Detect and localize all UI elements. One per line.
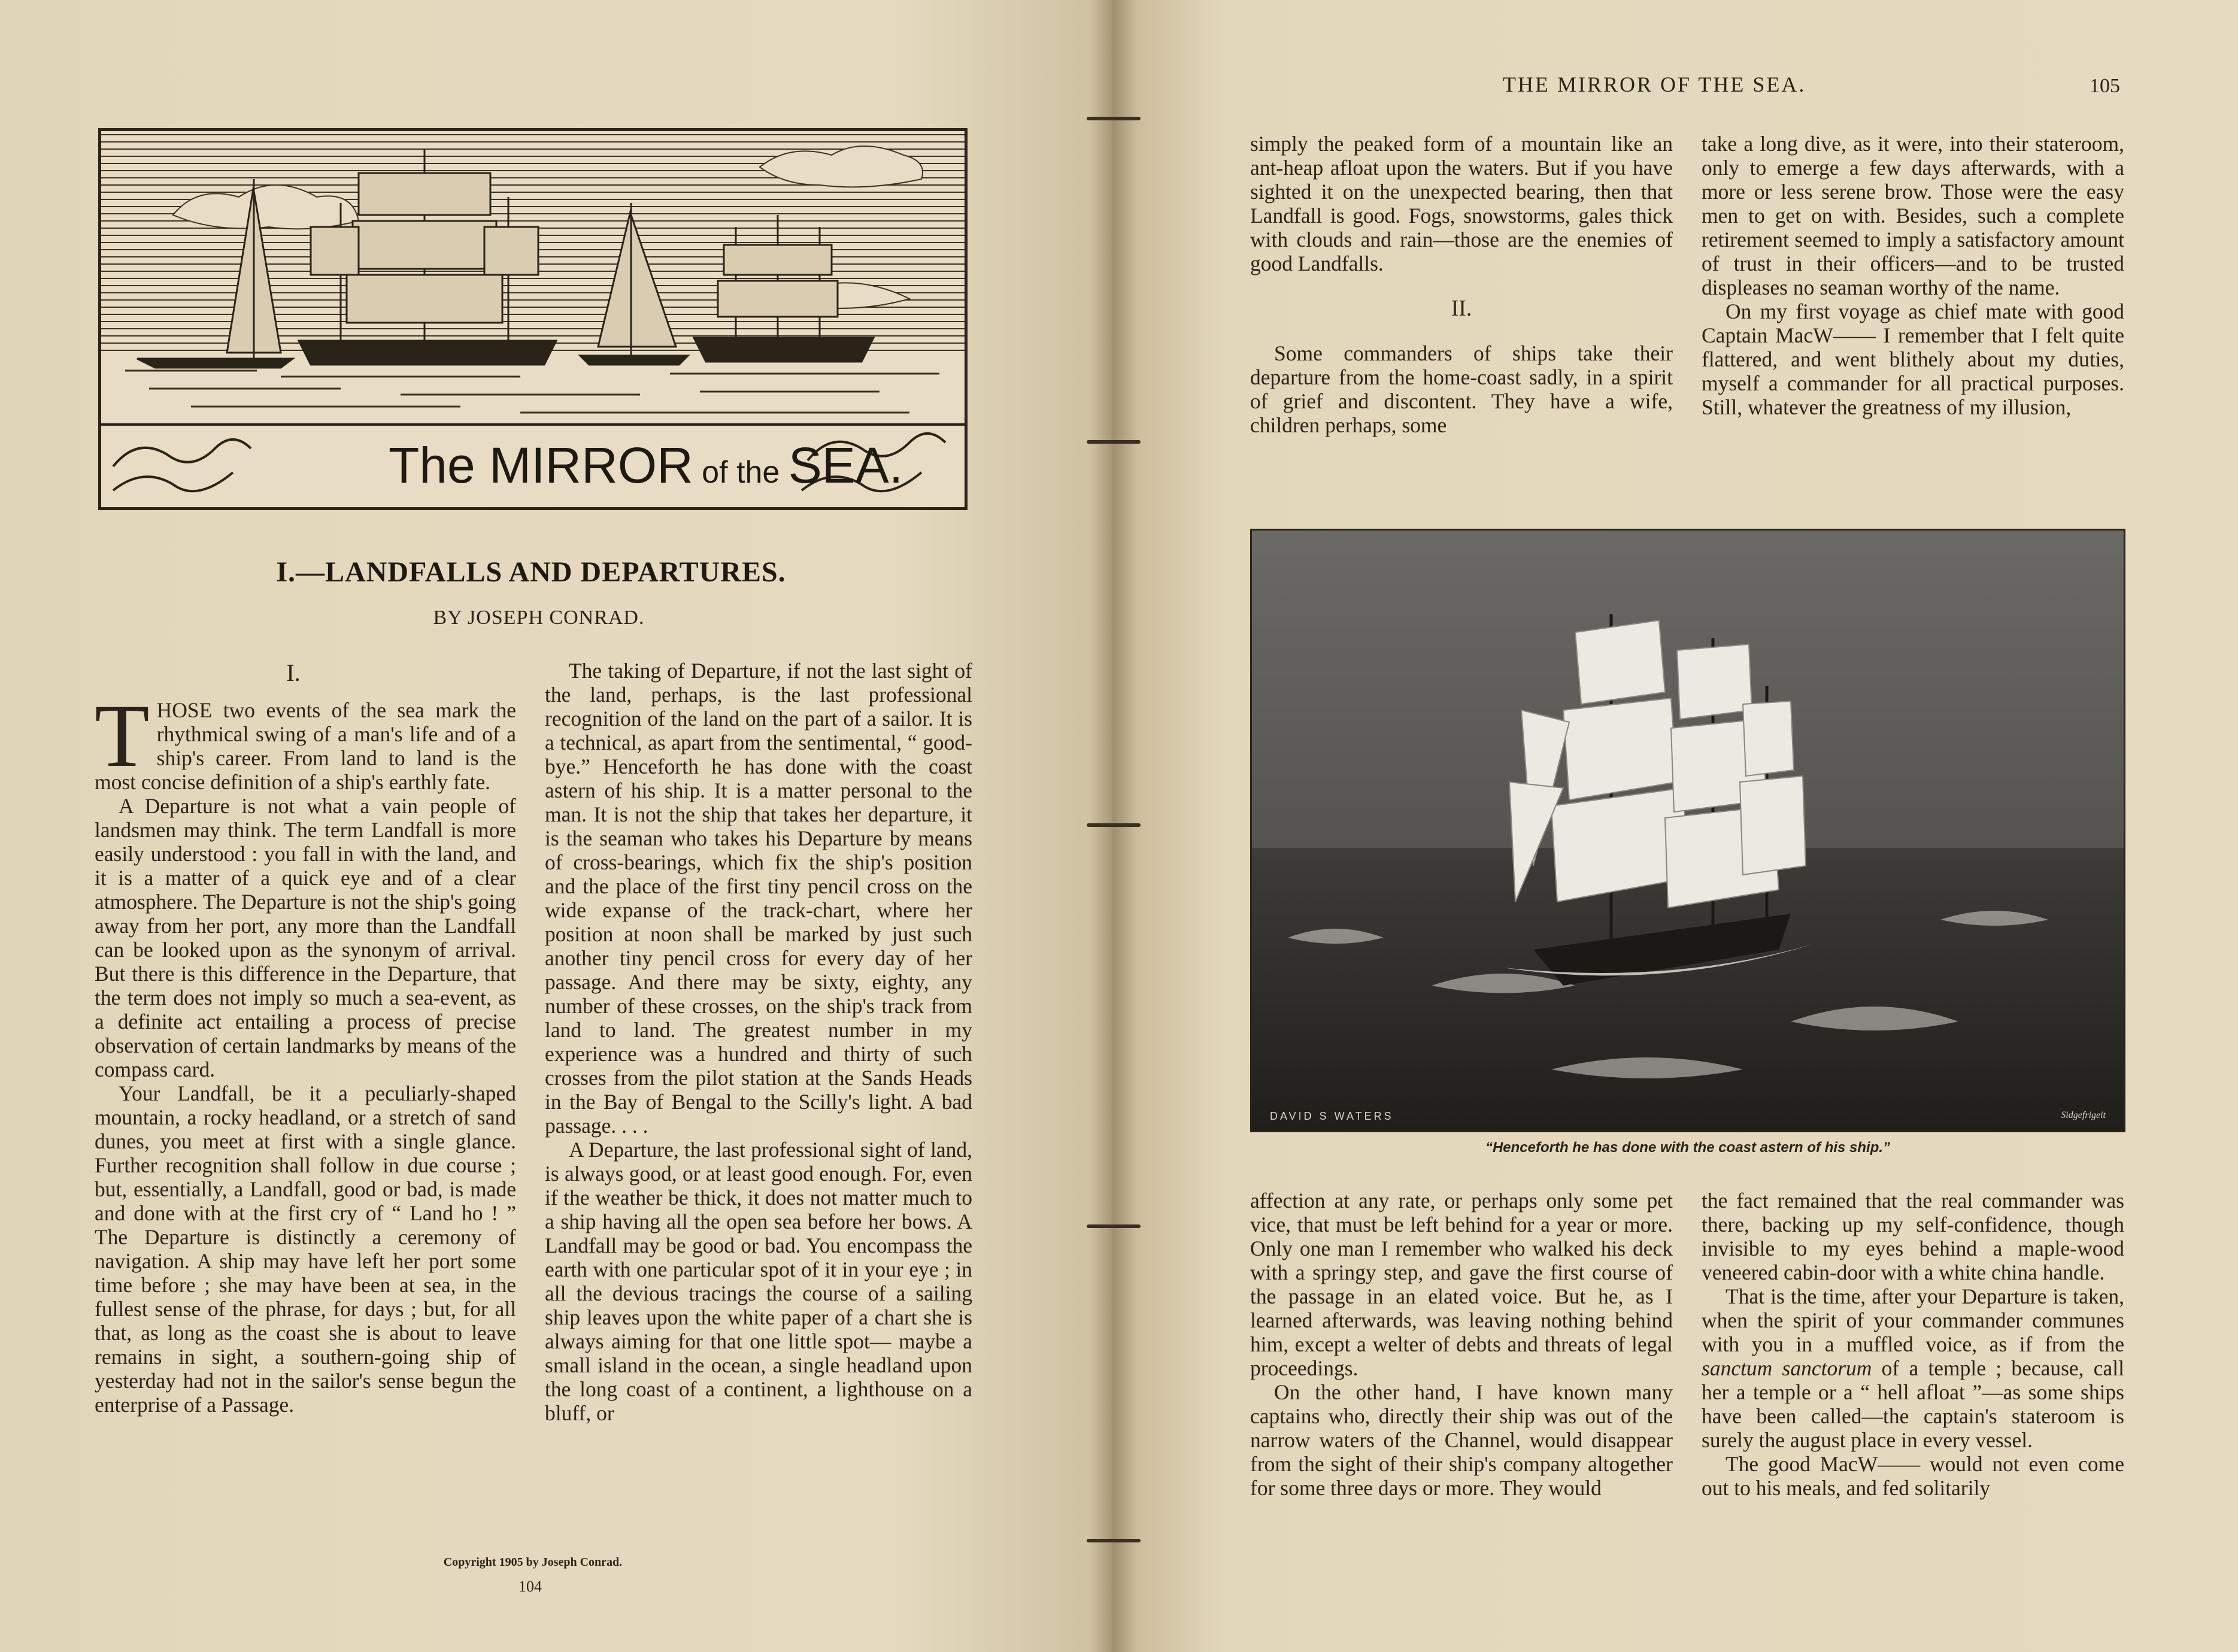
title-banner-illustration (98, 128, 968, 510)
page-number-left: 104 (518, 1578, 542, 1595)
binding-stitch (1087, 117, 1141, 120)
paragraph: On the other hand, I have known many captains who, directly their ship was out of the narrow waters of the Channel, would disappear from the sight of their ship's company altogether for some three days or more. They would (1250, 1380, 1673, 1500)
section-number: II. (1451, 296, 1472, 321)
plate-caption: “Henceforth he has done with the coast astern of his ship.” (1485, 1139, 1891, 1156)
copyright-note: Copyright 1905 by Joseph Conrad. (443, 1556, 623, 1569)
paragraph: That is the time, after your Departure is taken, when the spirit of your commander communes with you in a muffled voice, as if from the sanctum sanctorum of a temple ; because, call her a temple or a “ hell afloat ”—as some ships have been called—the captain's stateroom is surely the august place in every vessel. (1702, 1284, 2124, 1452)
paragraph: On my first voyage as chief mate with good Captain MacW—— I remember that I felt quite flattered, and went blithely about my duties, myself a commander for all practical purposes. Still, whatever the greatness of my illusion, (1702, 299, 2124, 419)
running-head: THE MIRROR OF THE SEA. (1503, 72, 1806, 96)
right-bottom-column-2 (1702, 1189, 2124, 1500)
paragraph: THOSE two events of the sea mark the rhythmical swing of a man's life and of a ship's career. From land to land is the most concise definition of a ship's earthly fate. (95, 686, 516, 794)
paragraph: simply the peaked form of a mountain like an ant-heap afloat upon the waters. But if you have sighted it on the unexpected bearing, then that Landfall is good. Fogs, snowstorms, gales thick with clouds and rain—those are the enemies of good Landfalls. (1250, 132, 1673, 275)
right-bottom-column-1 (1250, 1189, 1673, 1500)
artist-signature: DAVID S WATERS (1270, 1110, 1394, 1122)
paragraph: The good MacW—— would not even come out to his meals, and fed solitarily (1702, 1452, 2124, 1500)
paragraph: A Departure, the last professional sight of land, is always good, or at least good enough. For, even if the weather be thick, it does not matter much to a ship having all the open sea before her bows. A Landfall may be good or bad. You encompass the earth with one particular spot of it in your eye ; in all the devious tracings the course of a sailing ship leaves upon the white paper of a chart she is always aiming for that one little spot— maybe a small island in the ocean, a single headland upon the long coast of a continent, a lighthouse on a bluff, or (545, 1138, 972, 1425)
paragraph: Your Landfall, be it a peculiarly-shaped mountain, a rocky headland, or a stretch of sand dunes, you meet at first with a single glance. Further recognition shall follow in due course ; but, essentially, a Landfall, good or bad, is made and done with at the first cry of “ Land ho ! ” The Departure is distinctly a ceremony of navigation. A ship may have left her port some time before ; she may have been at sea, in the fullest sense of the phrase, for days ; but, for all that, as long as the coast she is about to leave remains in sight, a southern-going ship of yesterday had not in the sailor's sense begun the enterprise of a Passage. (95, 1081, 516, 1417)
sailing-ship-at-sea-image (1252, 531, 2124, 1130)
page-number-right: 105 (2090, 75, 2120, 97)
paragraph: the fact remained that the real commander was there, backing up my self-confidence, though invisible to my eyes behind a maple-wood veneered cabin-door with a white china handle. (1702, 1189, 2124, 1284)
ship-plate-illustration (1250, 529, 2125, 1132)
engraver-signature: Sidgefrigeit (2061, 1110, 2106, 1120)
paragraph: affection at any rate, or perhaps only some pet vice, that must be left behind for a year or more. Only one man I remember who walked his deck with a springy step, and gave the first course of the passage in an elated voice. But he, as I learned afterwards, was leaving nothing behind him, except a welter of debts and threats of legal proceedings. (1250, 1189, 1673, 1380)
banner-title: The MIRROR of the SEA. (389, 437, 903, 493)
binding-stitch (1087, 823, 1141, 827)
author-byline: BY JOSEPH CONRAD. (433, 607, 645, 629)
left-column-1 (95, 686, 516, 1417)
article-title: I.—LANDFALLS AND DEPARTURES. (276, 556, 786, 588)
binding-stitch (1087, 1539, 1141, 1542)
left-column-2 (545, 659, 972, 1425)
paragraph: The taking of Departure, if not the last sight of the land, perhaps, is the last professional recognition of the land on the part of a sailor. It is a technical, as apart from the sentimental, “ good-bye.” Henceforth he has done with the coast astern of his ship. It is a matter personal to the man. It is not the ship that takes her departure, it is the seaman who takes his Departure by means of cross-bearings, which fix the ship's position and the place of the first tiny pencil cross on the wide expanse of the track-chart, where her position at noon shall be marked by just such another tiny pencil cross for every day of her passage. And there may be sixty, eighty, any number of these crosses, on the ship's track from land to land. The greatest number in my experience was a hundred and thirty of such crosses from the pilot station at the Sands Heads in the Bay of Bengal to the Scilly's light. A bad passage. . . . (545, 659, 972, 1138)
right-top-column-1 (1250, 132, 1673, 437)
drop-cap: T (95, 686, 150, 786)
section-number: I. (286, 659, 301, 686)
paragraph: A Departure is not what a vain people of landsmen may think. The term Landfall is more easily understood : you fall in with the land, and it is a matter of a quick eye and of a clear atmosphere. The Departure is not the ship's going away from her port, any more than the Landfall can be looked upon as the synonym of arrival. But there is this difference in the Departure, that the term does not imply so much a sea-event, as a definite act entailing a process of precise observation of certain landmarks by means of the compass card. (95, 794, 516, 1081)
paragraph: Some commanders of ships take their departure from the home-coast sadly, in a spirit of grief and discontent. They have a wife, children perhaps, some (1250, 341, 1673, 437)
paragraph: take a long dive, as it were, into their stateroom, only to emerge a few days afterwards, with a more or less serene brow. Those were the easy men to get on with. Besides, such a complete retirement seemed to imply a satisfactory amount of trust in their officers—and to be trusted displeases no seaman worthy of the name. (1702, 132, 2124, 299)
binding-stitch (1087, 1224, 1141, 1228)
right-top-column-2 (1702, 132, 2124, 419)
binding-stitch (1087, 440, 1141, 444)
